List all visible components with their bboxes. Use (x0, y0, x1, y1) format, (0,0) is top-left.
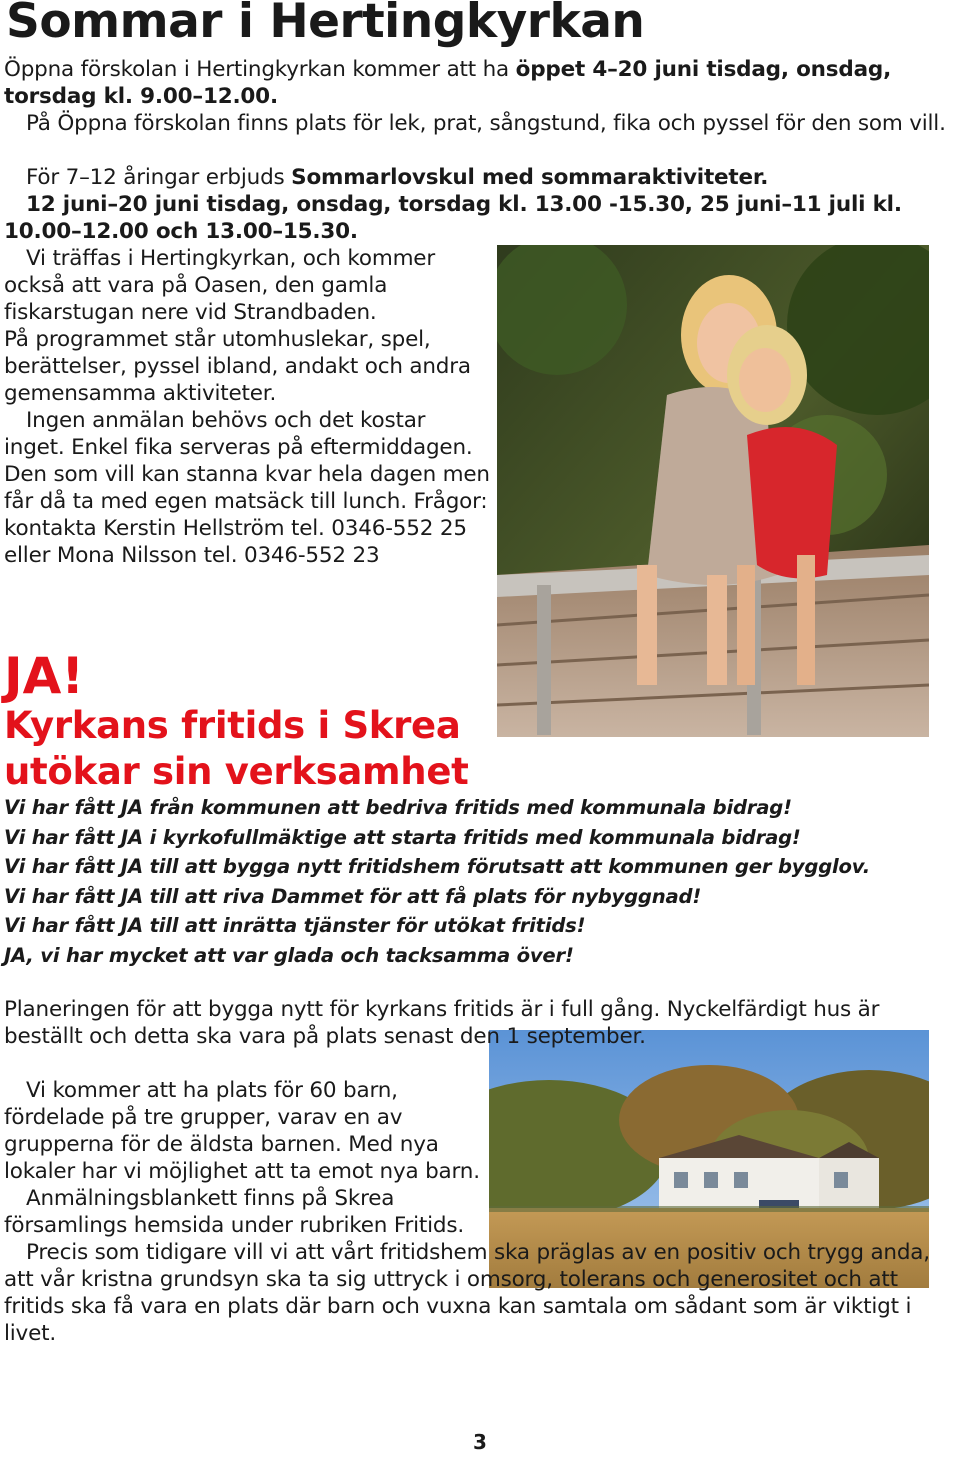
summer-bold: Sommarlovskul med sommaraktiviteter. (291, 165, 769, 190)
values-paragraph: Precis som tidigare vill vi att vårt fritidshem ska präglas av en positiv och trygg anda, att vår kristna grundsyn ska ta sig uttryck i omsorg, tolerans och generositet och att fritids ska få vara en plats där barn och vuxna kan samtala om sådant som är viktigt i livet. (4, 1240, 930, 1346)
list-item: JA, vi har mycket att var glada och tacksamma över! (4, 943, 574, 967)
ja-heading: JA! (4, 647, 85, 705)
children-photo (497, 245, 929, 737)
article-title: Sommar i Hertingkyrkan (6, 0, 645, 49)
list-item: Vi har fått JA till att riva Dammet för att få plats för nybyggnad! (4, 884, 702, 908)
list-item: Vi har fått JA till att bygga nytt fritidshem förutsatt att kommunen ger bygglov. (4, 855, 871, 879)
registration-paragraph: Anmälningsblankett finns på Skrea församlings hemsida under rubriken Fritids. (4, 1186, 464, 1238)
capacity-paragraph: Vi kommer att ha plats för 60 barn, fördelade på tre grupper, varav en av grupperna för de äldsta barnen. Med nya lokaler har vi möjlighet att ta emot nya barn. (4, 1078, 480, 1184)
schedule-paragraph (4, 191, 904, 245)
schedule-bold: 12 juni–20 juni tisdag, onsdag, torsdag kl. 13.00 -15.30, 25 juni–11 juli kl. 10.00–12.00 och 13.00–15.30. (4, 192, 902, 244)
preschool-paragraph: På Öppna förskolan finns plats för lek, prat, sångstund, fika och pyssel för den som vill. (26, 111, 946, 136)
ja-list (4, 793, 870, 971)
list-item: Vi har fått JA från kommunen att bedriva fritids med kommunala bidrag! (4, 796, 792, 819)
page-number: 3 (473, 1430, 487, 1454)
intro-bold: öppet 4–20 juni tisdag, onsdag, torsdag kl. 9.00–12.00. (4, 57, 892, 109)
children-photo-image (497, 245, 929, 737)
article-headline: Kyrkans fritids i Skrea utökar sin verksamhet (4, 704, 469, 793)
program-paragraph: På programmet står utomhuslekar, spel, berättelser, pyssel ibland, andakt och andra gemensamma aktiviteter. (4, 327, 471, 406)
intro-paragraph (4, 56, 954, 110)
list-item: Vi har fått JA till att inrätta tjänster för utökat fritids! (4, 914, 586, 938)
summer-paragraph (4, 164, 954, 191)
list-item: Vi har fått JA i kyrkofullmäktige att starta fritids med kommunala bidrag! (4, 825, 801, 849)
summer-text: För 7–12 åringar erbjuds (26, 165, 292, 190)
meeting-paragraph: Vi träffas i Hertingkyrkan, och kommer också att vara på Oasen, den gamla fiskarstugan nere vid Strandbaden. (4, 246, 435, 325)
info-paragraph: Ingen anmälan behövs och det kostar inget. Enkel fika serveras på eftermiddagen. Den som vill kan stanna kvar hela dagen men får då ta med egen matsäck till lunch. Frågor: kontakta Kerstin Hellström tel. 0346-552 25 eller Mona Nilsson tel. 0346-552 23 (4, 408, 490, 568)
planning-paragraph: Planeringen för att bygga nytt för kyrkans fritids är i full gång. Nyckelfärdigt hus är beställt och detta ska vara på plats senast den 1 september. (4, 997, 880, 1049)
intro-text: Öppna förskolan i Hertingkyrkan kommer att ha (4, 57, 516, 82)
